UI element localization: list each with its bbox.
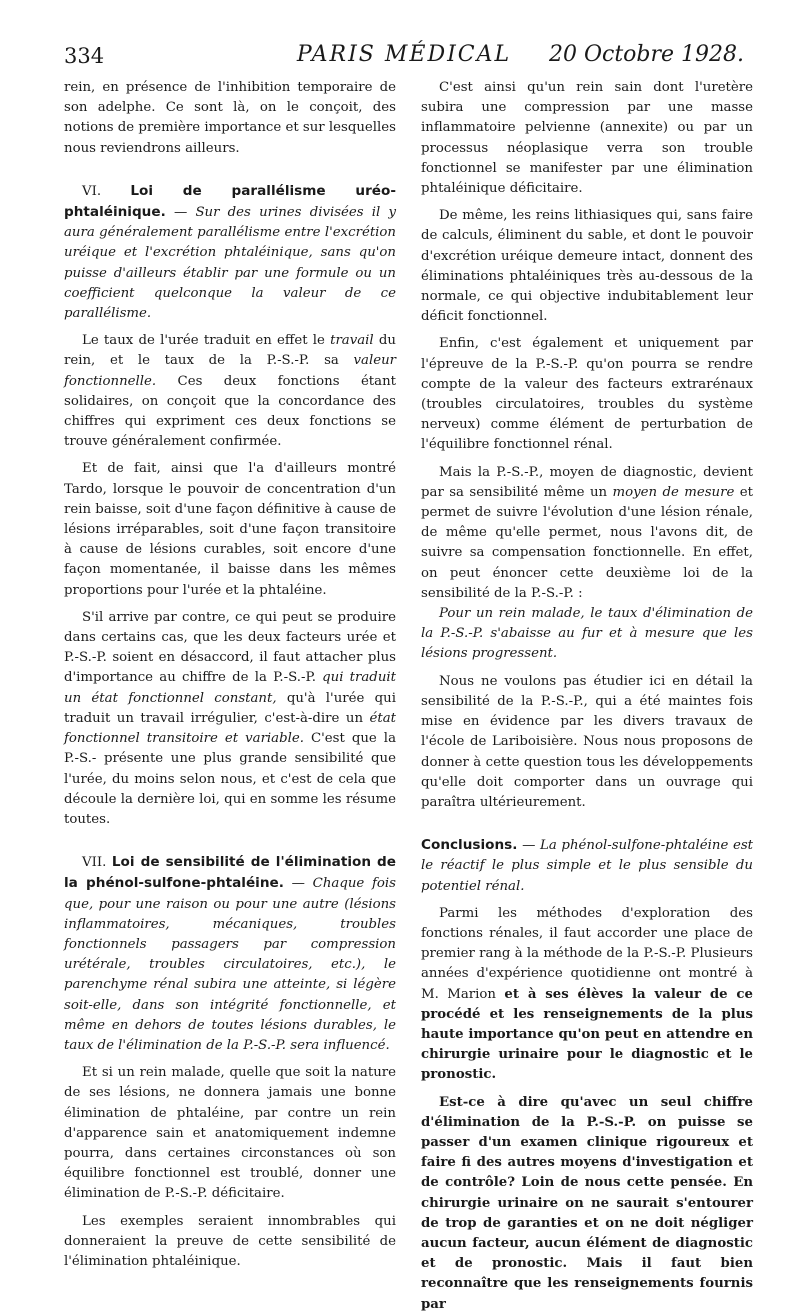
paragraph: Mais la P.-S.-P., moyen de diagnostic, devient par sa sensibilité même un moyen de mesure et permet de suivre l'évolution d'une lésion rénale, de même qu'elle permet, nous l'avons dit, de suivre sa compensation fonctionnelle. En effet, on peut énoncer cette deuxième loi de la sensibilité de la P.-S.-P. :: [421, 464, 753, 601]
section-number: VI.: [82, 183, 102, 199]
right-column: [421, 78, 753, 1315]
section-dash: —: [173, 205, 196, 221]
conclusions-title: Conclusions.: [421, 837, 518, 854]
paragraph: rein, en présence de l'inhibition temporaire de son adelphe. Ce sont là, on le conçoit, des notions de première importance et sur lesquelles nous reviendrons ailleurs.: [64, 80, 396, 156]
law-two-statement: Pour un rein malade, le taux d'élimination de la P.-S.-P. s'abaisse au fur et à mesure que les lésions progressent.: [421, 606, 753, 662]
issue-date: 20 Octobre 1928.: [548, 42, 744, 67]
paragraph: Et si un rein malade, quelle que soit la nature de ses lésions, ne donnera jamais une bonne élimination de phtaléine, par contre un rein d'apparence sain et anatomiquement indemne pourra, dans certaines circonstances où son équilibre fonctionnel est troublé, donner une élimination de P.-S.-P. déficitaire.: [64, 1065, 396, 1202]
left-column: [64, 78, 396, 1272]
section-title: Loi de parallélisme uréo-phtaléinique.: [64, 182, 396, 221]
journal-title: PARIS MÉDICAL: [296, 42, 512, 67]
law-statement: Sur des urines divisées il y aura généralement parallélisme entre l'excrétion uréique et l'excrétion phtaléinique, sans qu'on puisse d'ailleurs établir par une formule ou un coefficient quelconque la valeur de ce parallélisme.: [64, 205, 397, 322]
paragraph: S'il arrive par contre, ce qui peut se produire dans certains cas, que les deux facteurs urée et P.-S.-P. soient en désaccord, il faut attacher plus d'importance au chiffre de la P.-S.-P. qui traduit un état fonctionnel constant, qu'à l'urée qui traduit un travail irrégulier, c'est-à-dire un état fonctionnel transitoire et variable. C'est que la P.-S.- présente une plus grande sensibilité que l'urée, du moins selon nous, et c'est de cela que découle la dernière loi, qui en somme les résume toutes.: [64, 609, 396, 827]
section-vi: [64, 181, 396, 324]
paragraph: De même, les reins lithiasiques qui, sans faire de calculs, éliminent du sable, et dont le pouvoir d'excrétion uréique demeure intact, donnent des éliminations phtaléiniques très au-dessous de la normale, ce qui objective indubitablement leur déficit fonctionnel.: [421, 208, 753, 325]
conclusions-statement: La phénol-sulfone-phtaléine est le réactif le plus simple et le plus sensible du potentiel rénal.: [421, 838, 754, 894]
conclusions: [421, 835, 753, 897]
section-dash: —: [291, 876, 313, 892]
page-number: 334: [64, 44, 105, 68]
paragraph: Parmi les méthodes d'exploration des fonctions rénales, il faut accorder une place de premier rang à la méthode de la P.-S.-P. Plusieurs années d'expérience quotidienne ont montré à M. Marion et à ses élèves la valeur de ce procédé et les renseignements de la plus haute importance qu'on peut en attendre en chirurgie urinaire pour le diagnostic et le pronostic.: [421, 905, 753, 1083]
paragraph: Et de fait, ainsi que l'a d'ailleurs montré Tardo, lorsque le pouvoir de concentration d'un rein baisse, soit d'une façon définitive à cause de lésions irréparables, soit d'une façon transitoire à cause de lésions curables, soit encore d'une façon momentanée, il baisse dans les mêmes proportions pour l'urée et la phtaléine.: [64, 461, 396, 598]
paragraph: Enfin, c'est également et uniquement par l'épreuve de la P.-S.-P. qu'on pourra se rendre compte de la valeur des facteurs extrarénaux (troubles circulatoires, troubles du système nerveux) comme élément de perturbation de l'équilibre fonctionnel rénal.: [421, 336, 753, 453]
section-number: VII.: [82, 855, 107, 871]
page-header: [64, 40, 744, 70]
section-dash: —: [522, 838, 541, 854]
law-statement: Chaque fois que, pour une raison ou pour une autre (lésions inflammatoires, mécaniques, troubles fonctionnels passagers par compression urétérale, troubles circulatoires, etc.), le parenchyme rénal subira une atteinte, si légère soit-elle, dans son intégrité fonctionnelle, et même en dehors de toutes lésions durables, le taux de l'élimination de la P.-S.-P. sera influencé.: [64, 876, 397, 1053]
section-vii: [64, 852, 396, 1056]
paragraph: Les exemples seraient innombrables qui donneraient la preuve de cette sensibilité de l'élimination phtaléinique.: [64, 1213, 396, 1269]
section-title: Loi de sensibilité de l'élimination de la phénol-sulfone-phtaléine.: [64, 854, 396, 892]
paragraph: Le taux de l'urée traduit en effet le travail du rein, et le taux de la P.-S.-P. sa valeur fonctionnelle. Ces deux fonctions étant solidaires, on conçoit que la concordance des chiffres qui expriment ces deux fonctions se trouve généralement confirmée.: [64, 333, 396, 450]
paragraph: Nous ne voulons pas étudier ici en détail la sensibilité de la P.-S.-P., qui a été maintes fois mise en évidence par les divers travaux de l'école de Lariboisière. Nous nous proposons de donner à cette question tous les développements qu'elle doit comporter dans un ouvrage qui paraîtra ultérieurement.: [421, 673, 753, 810]
paragraph: Est-ce à dire qu'avec un seul chiffre d'élimination de la P.-S.-P. on puisse se passer d'un examen clinique rigoureux et faire fi des autres moyens d'investigation et de contrôle? Loin de nous cette pensée. En chirurgie urinaire on ne saurait s'entourer de trop de garanties et on ne doit négliger aucun facteur, aucun élément de diagnostic et de pronostic. Mais il faut bien reconnaître que les renseignements fournis par: [421, 1094, 753, 1312]
paragraph: C'est ainsi qu'un rein sain dont l'uretère subira une compression par une masse inflammatoire pelvienne (annexite) ou par un processus néoplasique verra son trouble fonctionnel se manifester par une élimination phtaléinique déficitaire.: [421, 80, 753, 197]
